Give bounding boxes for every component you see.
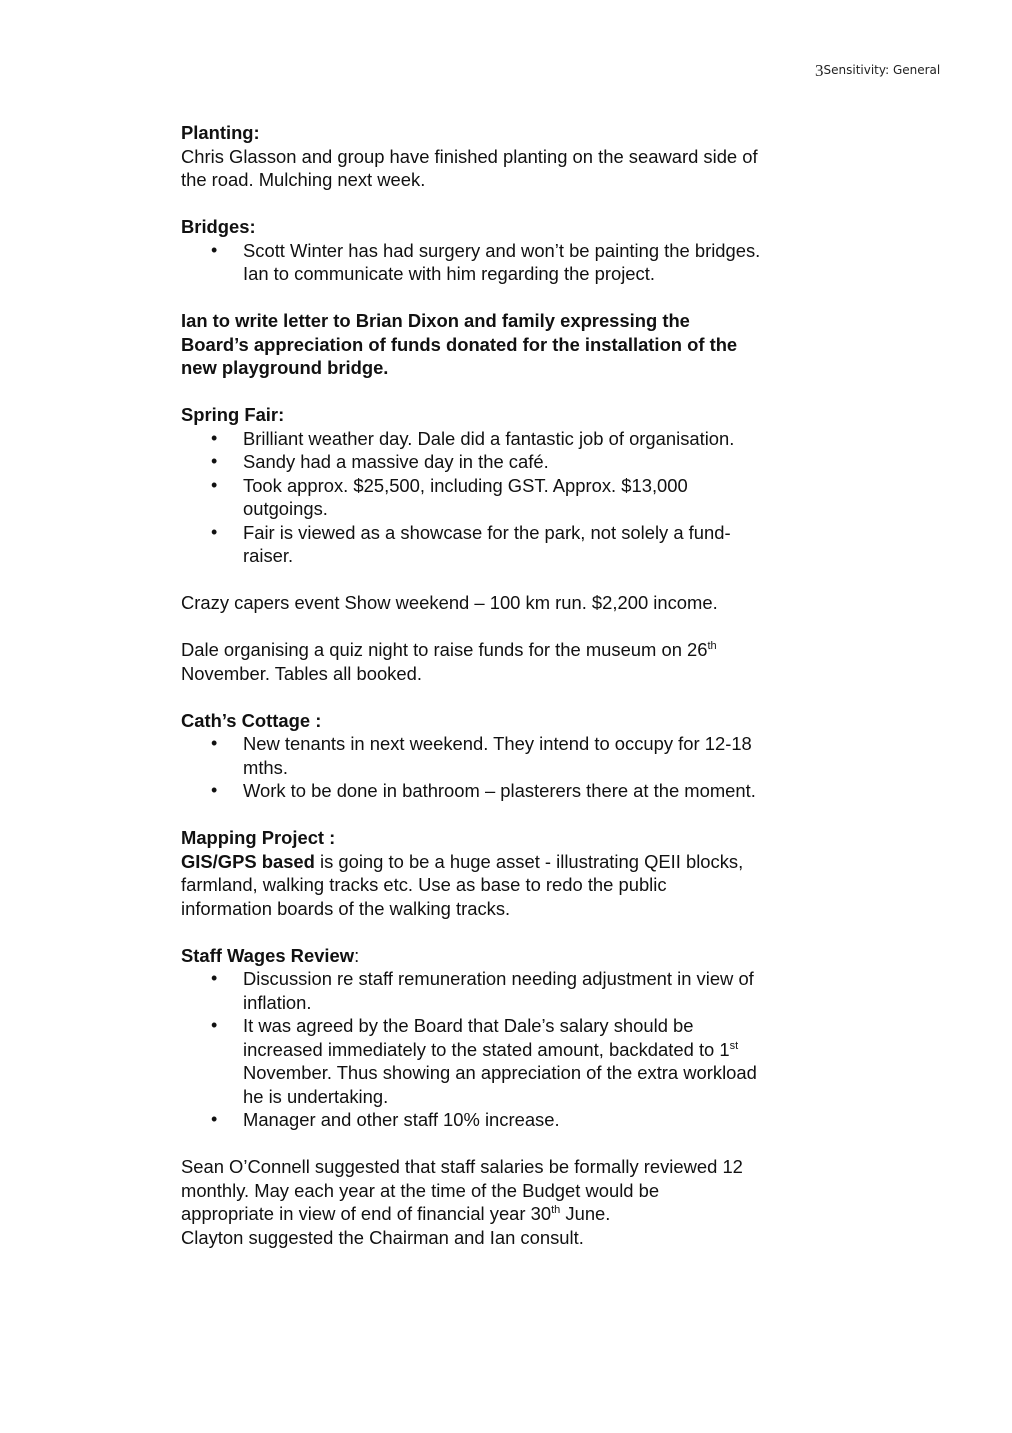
list-item-line: • Fair is viewed as a showcase for the park, not solely a fund-: [243, 521, 731, 543]
document-body: [181, 121, 841, 1249]
salary-review-text: June.: [560, 1203, 611, 1224]
bridges-heading: Bridges:: [181, 216, 256, 237]
page-number: 3: [815, 61, 824, 80]
list-item-line: • It was agreed by the Board that Dale’s salary should be: [243, 1015, 694, 1036]
list-item-line: mths.: [243, 756, 288, 778]
section-bridges: [181, 215, 841, 286]
salary-review-text: appropriate in view of end of financial year 30: [181, 1203, 552, 1224]
section-cottage: [181, 709, 841, 803]
section-wages: [181, 944, 841, 1132]
section-planting: [181, 121, 841, 192]
list-item-line: • Brilliant weather day. Dale did a fantastic job of organisation.: [243, 427, 735, 449]
cottage-heading: Cath’s Cottage :: [181, 709, 322, 731]
list-item: [181, 474, 841, 521]
page-header: [815, 61, 940, 81]
list-item-line: outgoings.: [243, 498, 328, 519]
bridges-list: [181, 239, 841, 286]
list-item-line: • Sandy had a massive day in the café.: [243, 451, 549, 472]
list-item: [181, 450, 841, 474]
spring-fair-list: [181, 427, 841, 568]
list-item-line: he is undertaking.: [243, 1085, 389, 1107]
list-item-line: [243, 1038, 841, 1062]
quiz-night-line: [181, 638, 841, 662]
section-mapping: [181, 826, 841, 920]
list-item: [181, 427, 841, 451]
salary-review-line: Clayton suggested the Chairman and Ian consult.: [181, 1226, 584, 1248]
sensitivity-label: Sensitivity: General: [823, 63, 941, 77]
list-item-line: • Scott Winter has had surgery and won’t be painting the bridges.: [243, 239, 761, 261]
salary-review-line: [181, 1202, 841, 1226]
list-item-line: • New tenants in next weekend. They intend to occupy for 12-18: [243, 733, 752, 754]
list-item: [181, 732, 841, 779]
list-item-text: increased immediately to the stated amount, backdated to 1: [243, 1038, 730, 1060]
wages-heading: [181, 944, 841, 968]
list-item-line: November. Thus showing an appreciation of the extra workload: [243, 1062, 757, 1083]
salary-review: [181, 1155, 841, 1249]
list-item-line: • Took approx. $25,500, including GST. Approx. $13,000: [243, 474, 688, 496]
action-letter-line: Board’s appreciation of funds donated for the installation of the: [181, 333, 738, 355]
wages-list: [181, 967, 841, 1132]
list-item-line: inflation.: [243, 991, 312, 1013]
section-spring-fair: [181, 403, 841, 568]
mapping-line: farmland, walking tracks etc. Use as base to redo the public: [181, 874, 667, 895]
salary-review-line: monthly. May each year at the time of the Budget would be: [181, 1179, 660, 1201]
list-item: [181, 239, 841, 286]
ordinal-suffix: th: [707, 640, 717, 652]
crazy-capers-text: Crazy capers event Show weekend – 100 km run. $2,200 income.: [181, 592, 718, 613]
list-item: [181, 779, 841, 803]
planting-text-line: Chris Glasson and group have finished planting on the seaward side of: [181, 145, 758, 167]
wages-heading-text: Staff Wages Review: [181, 944, 355, 966]
action-letter-line: new playground bridge.: [181, 357, 389, 378]
action-letter-line: Ian to write letter to Brian Dixon and family expressing the: [181, 310, 690, 331]
list-item-line: • Manager and other staff 10% increase.: [243, 1109, 560, 1130]
salary-review-line: Sean O’Connell suggested that staff salaries be formally reviewed 12: [181, 1156, 743, 1177]
list-item-line: Ian to communicate with him regarding the project.: [243, 263, 655, 284]
mapping-text: is going to be a huge asset - illustrating QEII blocks,: [314, 850, 744, 872]
mapping-bold-lead: GIS/GPS based: [181, 850, 315, 872]
list-item-line: • Work to be done in bathroom – plasterers there at the moment.: [243, 780, 756, 801]
list-item: [181, 521, 841, 568]
planting-text-line: the road. Mulching next week.: [181, 169, 426, 190]
list-item: [181, 1108, 841, 1132]
mapping-heading: Mapping Project :: [181, 827, 336, 848]
ordinal-suffix: th: [551, 1204, 561, 1216]
mapping-line: [181, 850, 841, 874]
cottage-list: [181, 732, 841, 803]
action-letter: [181, 309, 841, 380]
planting-heading: Planting:: [181, 122, 260, 143]
list-item-line: • Discussion re staff remuneration needing adjustment in view of: [243, 968, 754, 989]
list-item: [181, 967, 841, 1014]
list-item-line: raiser.: [243, 545, 294, 566]
quiz-night-text: Dale organising a quiz night to raise funds for the museum on 26: [181, 639, 708, 660]
quiz-night: [181, 638, 841, 685]
quiz-night-line: November. Tables all booked.: [181, 662, 422, 684]
list-item: [181, 1014, 841, 1108]
ordinal-suffix: st: [729, 1039, 739, 1052]
spring-fair-heading: Spring Fair:: [181, 404, 285, 425]
wages-heading-colon: :: [354, 944, 360, 966]
mapping-line: information boards of the walking tracks.: [181, 897, 511, 919]
